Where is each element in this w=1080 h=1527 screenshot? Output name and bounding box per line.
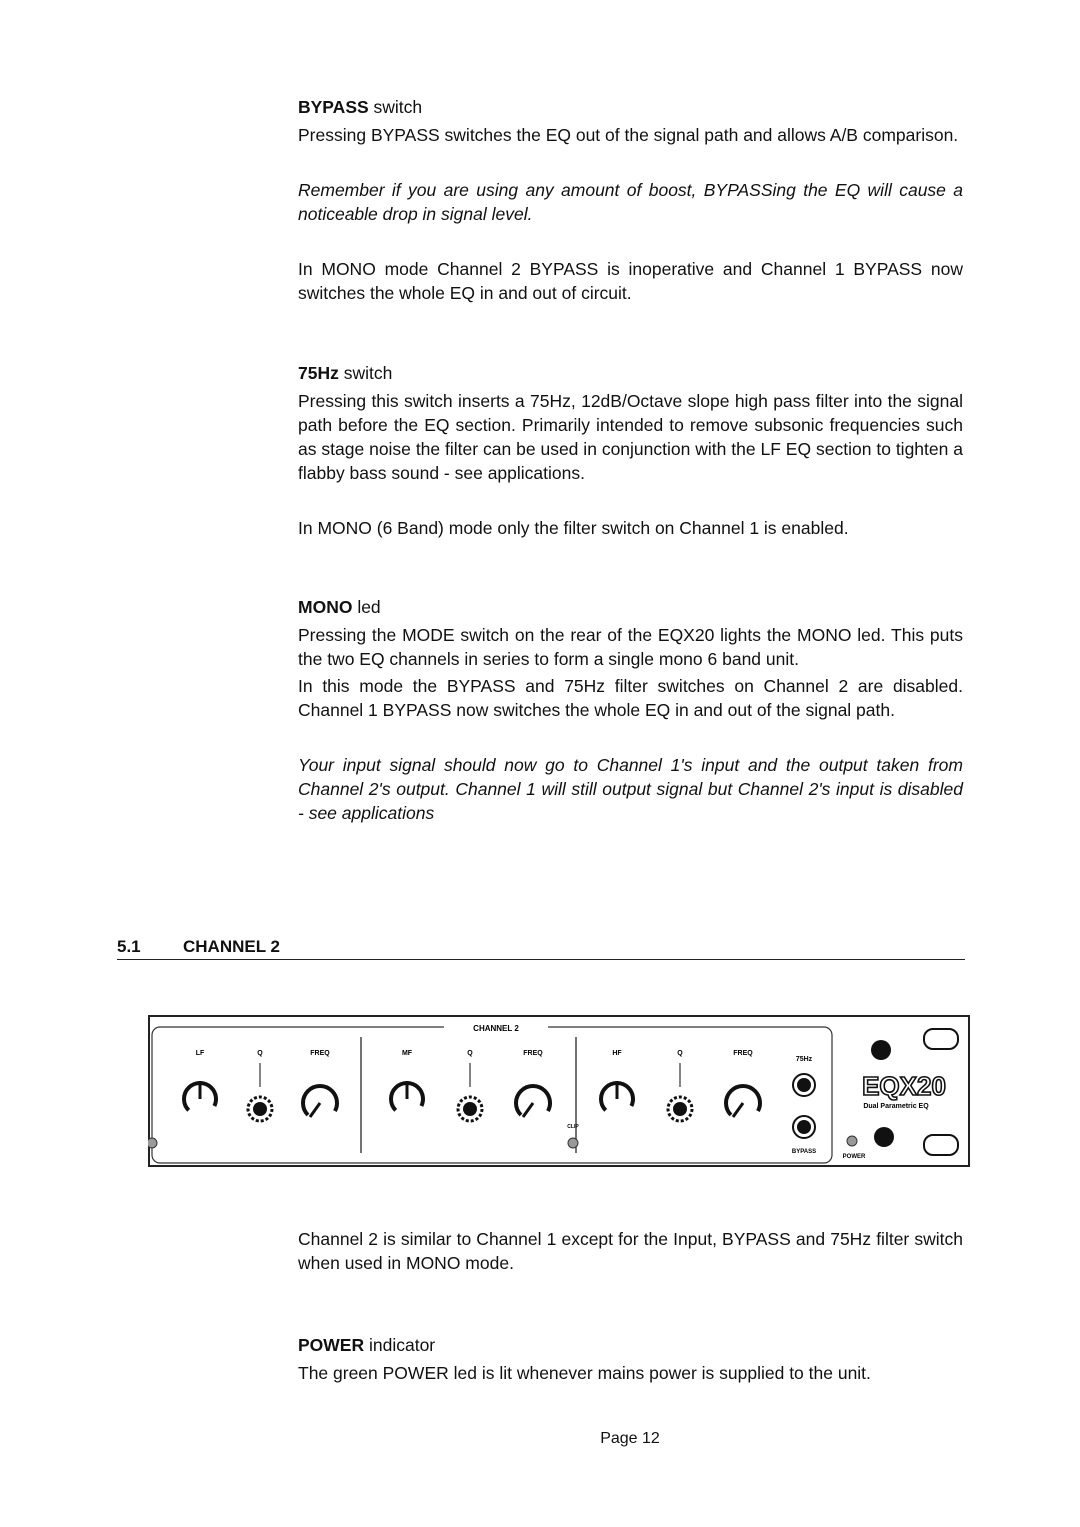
section-number: 5.1 [117,937,141,956]
panel-label-freq3: FREQ [733,1050,753,1057]
eqx20-front-panel-image [148,1015,972,1171]
hz75-description: Pressing this switch inserts a 75Hz, 12dB/Octave slope high pass filter into the signal path before the EQ section. Primarily intended to remove subsonic frequencies such as stage noise the filter can be used in conjunction with the LF EQ section to tighten a flabby bass sound - see applications. [298,391,963,483]
section-title: CHANNEL 2 [183,937,280,956]
power-switch [874,1127,894,1147]
panel-label-hf: HF [612,1050,622,1057]
page-number: Page 12 [600,1430,660,1447]
panel-bypass-label: BYPASS [791,1149,817,1155]
hz75-heading: 75Hz switch [298,363,393,383]
bypass-switch [793,1116,815,1138]
panel-label-q3: Q [677,1050,683,1057]
clip-led [568,1138,578,1148]
bypass-section [298,95,963,305]
bypass-mono-description: In MONO mode Channel 2 BYPASS is inoperative and Channel 1 BYPASS now switches the whole EQ in and out of circuit. [298,259,963,303]
panel-label-freq2: FREQ [523,1050,543,1057]
power-heading: POWER indicator [298,1335,436,1355]
channel2-section [298,1227,963,1275]
power-led [847,1136,857,1146]
panel-75hz-label: 75Hz [795,1056,813,1063]
panel-label-q1: Q [257,1050,263,1057]
hz75-mono-description: In MONO (6 Band) mode only the filter switch on Channel 1 is enabled. [298,518,849,538]
panel-channel-label: CHANNEL 2 [473,1024,519,1033]
mono-note: Your input signal should now go to Channel 1's input and the output taken from Channel 2's output. Channel 1 will still output signal but Channel 2's input is disabled - see applications [298,755,963,823]
rack-handle-top [924,1029,958,1049]
mono-heading: MONO led [298,597,381,617]
panel-label-q2: Q [467,1050,473,1057]
mono-led [871,1040,891,1060]
mono-mode-description: In this mode the BYPASS and 75Hz filter switches on Channel 2 are disabled. Channel 1 BYPASS now switches the whole EQ in and out of the signal path. [298,676,963,720]
panel-label-lf: LF [195,1050,205,1057]
power-description: The green POWER led is lit whenever mains power is supplied to the unit. [298,1363,871,1383]
panel-clip-label: CLIP [567,1124,579,1130]
mono-section [298,595,963,825]
panel-power-label: POWER [842,1154,866,1160]
input-led [148,1138,157,1148]
mono-description: Pressing the MODE switch on the rear of the EQX20 lights the MONO led. This puts the two EQ channels in series to form a single mono 6 band unit. [298,625,963,669]
bypass-note: Remember if you are using any amount of boost, BYPASSing the EQ will cause a noticeable drop in signal level. [298,180,963,224]
panel-label-mf: MF [401,1050,413,1057]
panel-logo: EQX20 [862,1071,946,1101]
hz75-switch [793,1074,815,1096]
bypass-description: Pressing BYPASS switches the EQ out of the signal path and allows A/B comparison. [298,125,959,145]
bypass-heading: BYPASS switch [298,97,423,117]
power-section [298,1333,963,1385]
channel2-description: Channel 2 is similar to Channel 1 except for the Input, BYPASS and 75Hz filter switch when used in MONO mode. [298,1229,963,1273]
panel-label-freq1: FREQ [310,1050,330,1057]
rack-handle-bottom [924,1135,958,1155]
hz75-section [298,361,963,540]
panel-subtitle: Dual Parametric EQ [863,1103,929,1110]
section-heading [117,936,965,960]
